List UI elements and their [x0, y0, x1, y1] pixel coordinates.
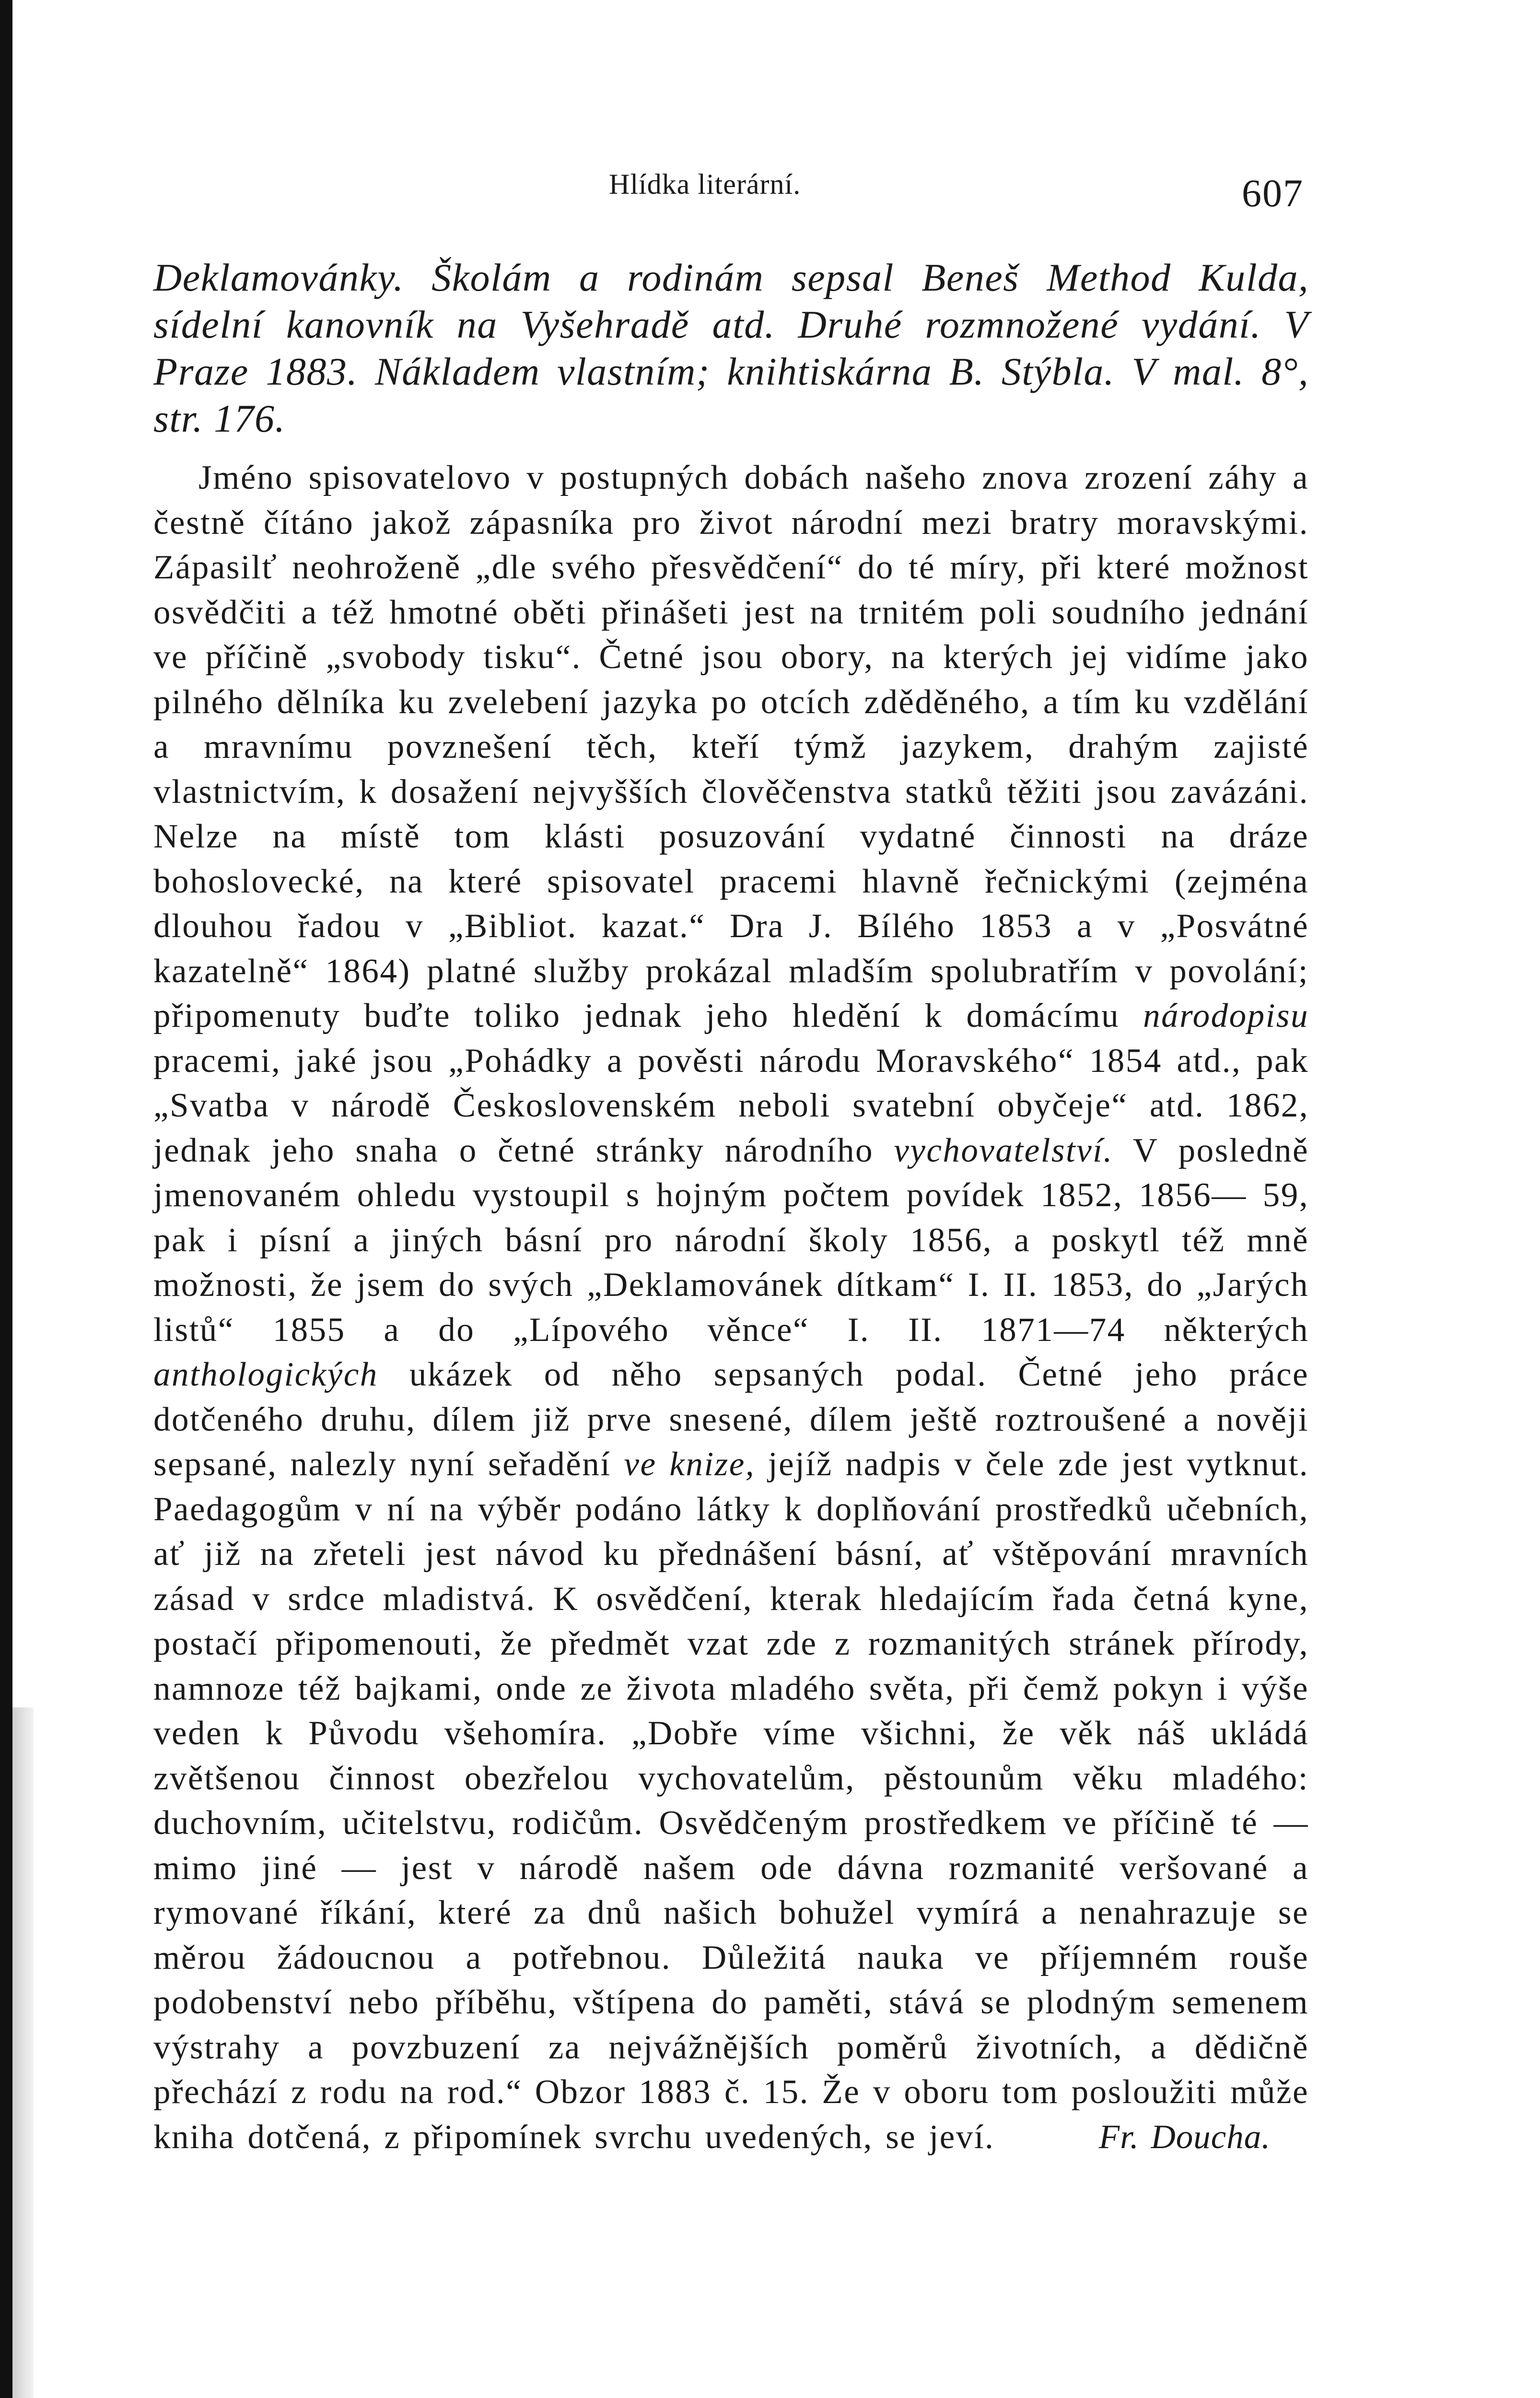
- review-paragraph: [153, 456, 1309, 2160]
- text-segment: pracemi, jaké jsou „Pohádky a pověsti národu Moravského“ 1854 atd., pak „Svatba v národě Československém neboli svatební obyčeje“ atd. 1862, jednak jeho snaha o četné stránky národního: [153, 1042, 1309, 1169]
- reviewer-signature: Fr. Doucha.: [1098, 2118, 1271, 2156]
- text-segment: V posledně jmenovaném ohledu vystoupil s hojným počtem povídek 1852, 1856— 59, pak i písní a jiných básní pro národní školy 1856, a poskytl též mně možnosti, že jsem do svých „Deklamovánek dítkam“ I. II. 1853, do „Jarých listů“ 1855 a do „Lípového věnce“ I. II. 1871—74 některých: [153, 1131, 1309, 1349]
- italic-term: ve knize,: [624, 1446, 756, 1483]
- book-citation: Deklamovánky. Školám a rodinám sepsal Beneš Method Kulda, sídelní kanovník na Vyšehradě atd. Druhé rozmnožené vydání. V Praze 1883. Nákladem vlastním; knihtiskárna B. Stýbla. V mal. 8°, str. 176.: [153, 256, 1309, 440]
- page-number: 607: [1242, 171, 1304, 215]
- italic-term: vychovatelství.: [894, 1131, 1113, 1169]
- italic-term: národopisu: [1143, 997, 1309, 1034]
- text-segment: Jméno spisovatelovo v postupných dobách našeho znova zrození záhy a čestně čítáno jakož zápasníka pro život národní mezi bratry moravskými. Zápasilť neohroženě „dle svého přesvědčení“ do té míry, při které možnost osvědčiti a též hmotné oběti přinášeti jest na trnitém poli soudního jednání ve příčině „svobody tisku“. Četné jsou obory, na kterých jej vidíme jako pilného dělníka ku zvelebení jazyka po otcích zděděného, a tím ku vzdělání a mravnímu povznešení těch, kteří týmž jazykem, drahým zajisté vlastnictvím, k dosažení nejvyšších člověčenstva statků těžiti jsou zavázáni. Nelze na místě tom klásti posuzování vydatné činnosti na dráze bohoslovecké, na které spisovatel pracemi hlavně řečnickými (zejména dlouhou řadou v „Bibliot. kazat.“ Dra J. Bílého 1853 a v „Posvátné kazatelně“ 1864) platné služby prokázal mladším spolubratřím v povolání; připomenuty buďte toliko jednak jeho hledění k domácímu: [153, 459, 1309, 1034]
- text-segment: ukázek od něho sepsaných podal. Četné jeho práce dotčeného druhu, dílem již prve snesené, dílem ještě roztroušené a nověji sepsané, nalezly nyní seřadění: [153, 1356, 1309, 1483]
- text-segment: jejíž nadpis v čele zde jest vytknut. Paedagogům v ní na výběr podáno látky k doplňování prostředků učebních, ať již na zřeteli jest návod ku přednášení básní, ať vštěpování mravních zásad v srdce mladistvá. K osvědčení, kterak hledajícím řada četná kyne, postačí připomenouti, že předmět vzat zde z rozmanitých stránek přírody, namnoze též bajkami, onde ze života mladého světa, při čemž pokyn i výše veden k Původu všehomíra. „Dobře víme všichni, že věk náš ukládá zvětšenou činnost obezřelou vychovatelům, pěstounům věku mladého: duchovním, učitelstvu, rodičům. Osvědčeným prostředkem ve příčině té — mimo jiné — jest v národě našem ode dávna rozmanité veršované a rymované říkání, které za dnů našich bohužel vymírá a nenahrazuje se měrou žádoucnou a potřebnou. Důležitá nauka ve příjemném rouše podobenství nebo příběhu, vštípena do paměti, stává se plodným semenem výstrahy a povzbuzení za nejvážnějších poměrů životních, a dědičně přechází z rodu na rod.“ Obzor 1883 č. 15. Že v oboru tom posloužiti může kniha dotčená, z připomínek svrchu uvedených, se jeví.: [153, 1446, 1309, 2156]
- running-head: Hlídka literární.: [609, 168, 801, 200]
- italic-term: anthologických: [153, 1356, 378, 1393]
